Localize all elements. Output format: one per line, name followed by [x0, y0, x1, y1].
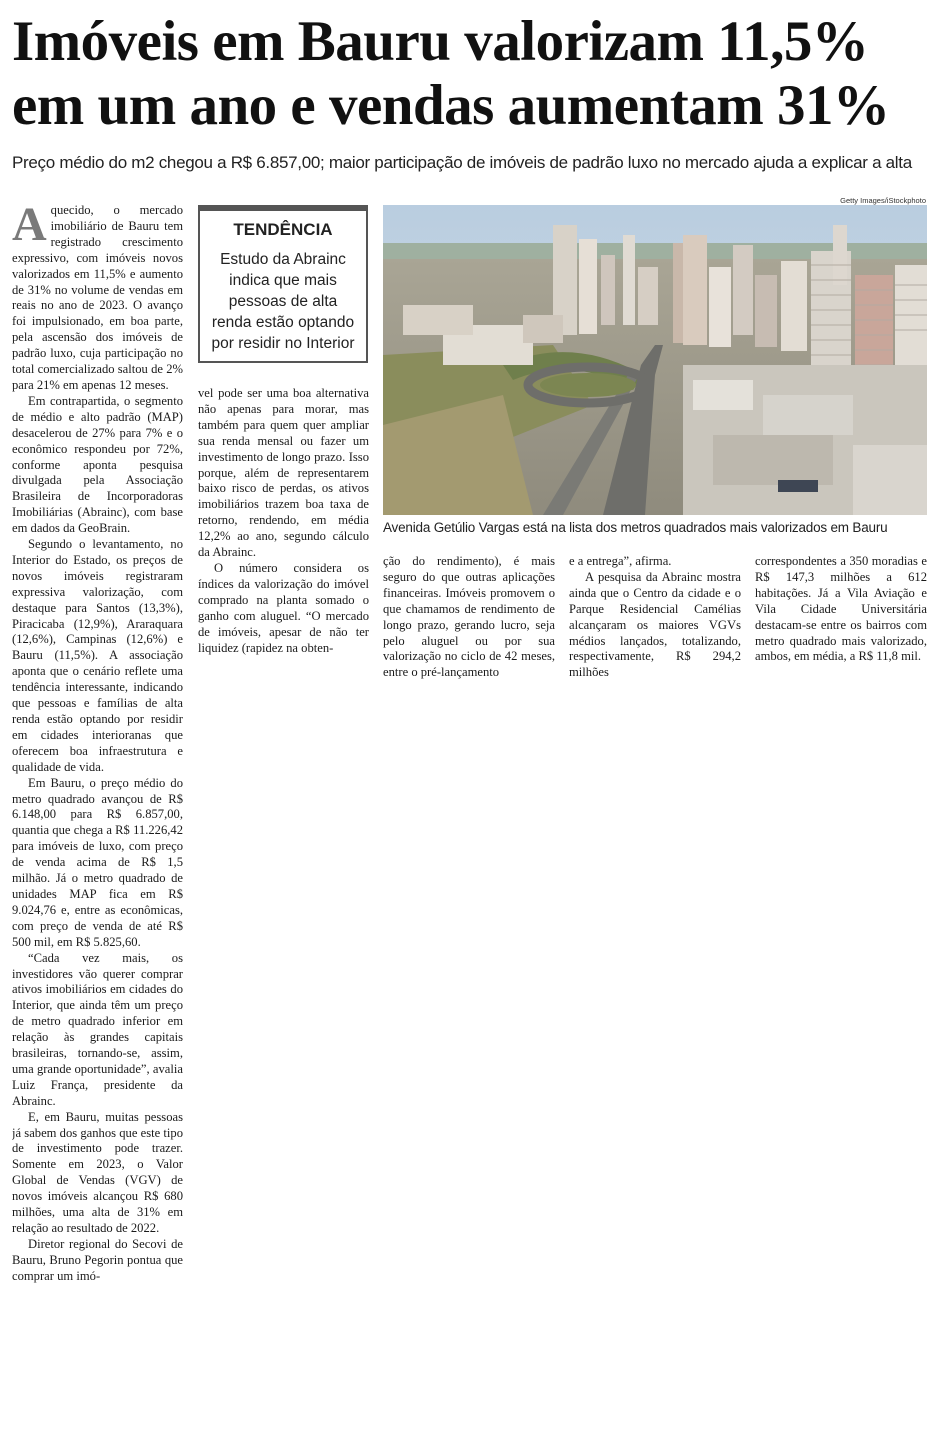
col5-paragraph-1: correspondentes a 350 moradias e R$ 147,3 milhões a 612 habitações. Já a Vila Aviação e Vila Cidade Universitária destacam-se entre os bairros com metro quadrado mais valorizado, ambos, em média, a R$ 11,8 mil.: [755, 554, 927, 664]
callout-title: TENDÊNCIA: [233, 220, 333, 239]
subtitle: Preço médio do m2 chegou a R$ 6.857,00; maior participação de imóveis de padrão luxo no mercado ajuda a explicar a alta: [12, 153, 912, 172]
headline: Imóveis em Bauru valorizam 11,5% em um ano e vendas aumentam 31%: [12, 10, 890, 137]
col1-paragraph-7: Diretor regional do Secovi de Bauru, Bruno Pegorin pontua que comprar um imó-: [12, 1236, 183, 1283]
article-column-3: [383, 554, 555, 694]
col3-paragraph-1: ção do rendimento), é mais seguro do que outras aplicações financeiras. Imóveis promovem o que chamamos de rendimento de longo prazo, gerando lucro, seja pelo aluguel ou por sua valorização no ciclo de 42 meses, entre o pré-lançamento: [383, 554, 555, 680]
tendencia-callout: [198, 205, 368, 363]
col2-paragraph-2: O número considera os índices da valorização do imóvel comprado na planta somado o ganho com aluguel. “O mercado de imóveis, apesar de não ter liquidez (rapidez na obten-: [198, 560, 369, 655]
article-column-5: [755, 554, 927, 694]
col1-paragraph-1: quecido, o mercado imobiliário de Bauru tem registrado crescimento expressivo, com imóveis novos valorizados em 11,5% e aumento de 31% no volume de vendas em reais no ano de 2023. O avanço foi impulsionado, em boa parte, pela ascensão dos imóveis de padrão luxo, cuja participação no total comercializado saltou de 2% para 21% em apenas 12 meses.: [12, 203, 183, 392]
col1-paragraph-3: Segundo o levantamento, no Interior do Estado, os preços de novos imóveis registraram expressiva valorização, com destaque para Santos (13,3%), Piracicaba (12,9%), Araraquara (12,6%), Campinas (12,6%) e Bauru (11,5%). A associação aponta que o cenário reflete uma tendência interessante, indicando que pessoas e famílias de alta renda estão optando por residir em cidades interioranas que oferecem boa infraestrutura e qualidade de vida.: [12, 537, 183, 774]
article-column-2: [198, 386, 369, 686]
article-column-1: [12, 203, 183, 1433]
col1-paragraph-6: E, em Bauru, muitas pessoas já sabem dos ganhos que este tipo de investimento pode trazer. Somente em 2023, o Valor Global de Vendas (VGV) de novos imóveis alcançou R$ 680 milhões, uma alta de 31% em relação ao resultado de 2022.: [12, 1109, 183, 1235]
photo-credit: Getty Images/iStockphoto: [840, 196, 926, 205]
col1-paragraph-5: “Cada vez mais, os investidores vão querer comprar ativos imobiliários em cidades do Interior, que ainda têm um preço de metro quadrado inferior em relação às grandes capitais brasileiras, tornando-se, assim, uma grande oportunidade”, avalia Luiz França, presidente da Abrainc.: [12, 950, 183, 1108]
city-aerial-photo: [383, 205, 927, 515]
col2-paragraph-1: vel pode ser uma boa alternativa não apenas para morar, mas também para quem quer ampliar sua renda mensal ou fazer um investimento de longo prazo. Isso porque, além de representarem baixo risco de perdas, os ativos imobiliários trazem boa taxa de retorno, rendendo, em média 12,2% ao ano, segundo cálculo da Abrainc.: [198, 386, 369, 560]
col4-paragraph-1: e a entrega”, afirma.: [569, 554, 672, 568]
callout-text: Estudo da Abrainc indica que mais pessoas de alta renda estão optando por residir no Interior: [211, 251, 355, 352]
col1-paragraph-4: Em Bauru, o preço médio do metro quadrado avançou de R$ 6.148,00 para R$ 6.857,00, quantia que chega a R$ 11.226,42 para imóveis de luxo, com preço de venda acima de R$ 1,5 milhão. Já o metro quadrado de unidades MAP fica em R$ 9.024,76 e, entre as econômicas, com preço de venda de até R$ 500 mil, em R$ 5.825,60.: [12, 775, 183, 949]
dropcap: A: [12, 203, 47, 251]
col1-paragraph-2: Em contrapartida, o segmento de médio e alto padrão (MAP) desacelerou de 27% para 7% e o econômico respondeu por 72%, conforme aponta pesquisa divulgada pela Associação Brasileira de Incorporadoras Imobiliárias (Abrainc), com base em dados da GeoBrain.: [12, 393, 183, 536]
article-column-4: [569, 554, 741, 694]
col4-paragraph-2: A pesquisa da Abrainc mostra ainda que o Centro da cidade e o Parque Residencial Camélias alcançaram os maiores VGVs médios lançados, totalizando, respectivamente, R$ 294,2 milhões: [569, 569, 741, 680]
photo-caption: Avenida Getúlio Vargas está na lista dos metros quadrados mais valorizados em Bauru: [383, 520, 888, 535]
